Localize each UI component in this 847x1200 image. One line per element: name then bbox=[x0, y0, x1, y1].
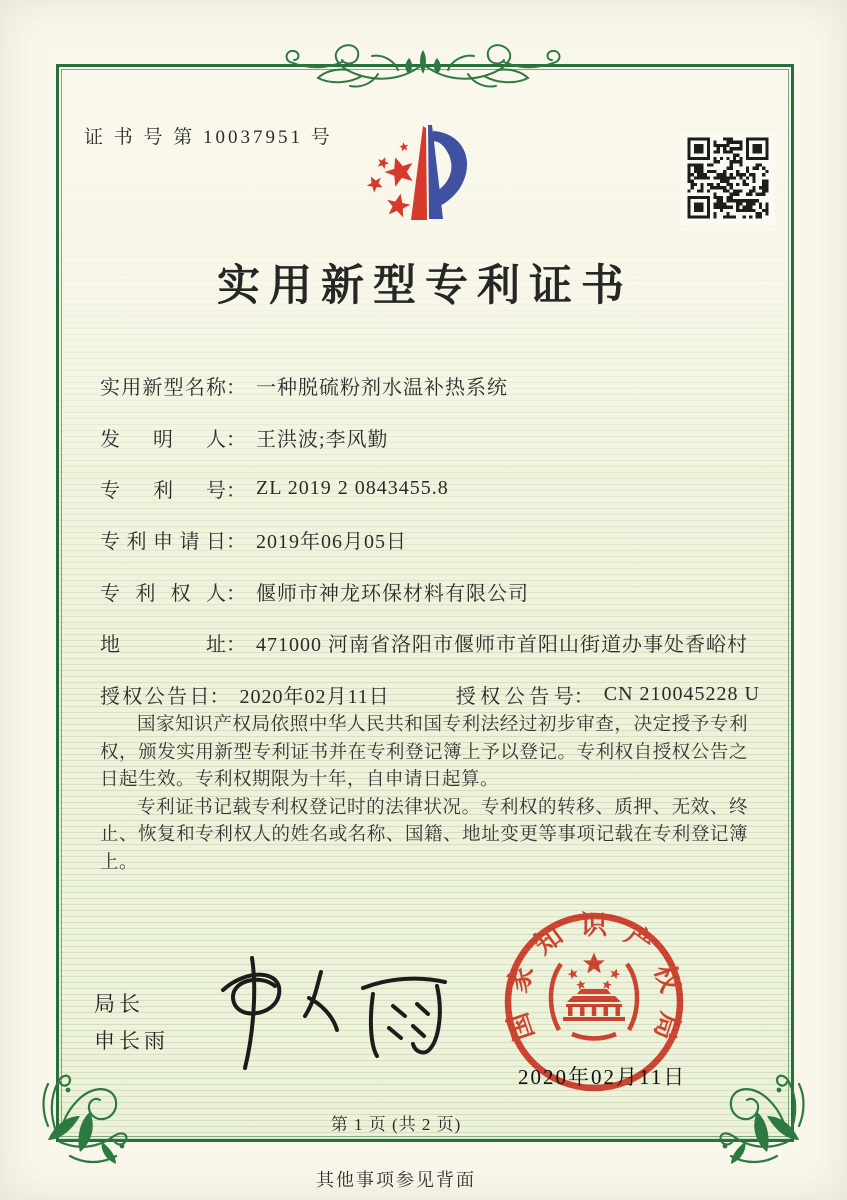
field-row-address bbox=[100, 617, 760, 668]
field-label: 地址 bbox=[100, 634, 226, 657]
legal-paragraph-1: 国家知识产权局依照中华人民共和国专利法经过初步审查，决定授予专利权，颁发实用新型专利证书并在专利登记簿上予以登记。专利权自授权公告之日起生效。专利权期限为十年，自申请日起算。 bbox=[100, 715, 748, 790]
field-colon: ： bbox=[226, 479, 246, 502]
field-colon: ： bbox=[226, 634, 246, 657]
field-row-name bbox=[100, 360, 760, 411]
field-label: 专利号 bbox=[100, 479, 226, 502]
field-list bbox=[100, 360, 760, 720]
legal-text-block bbox=[100, 712, 748, 877]
qr-code bbox=[681, 131, 775, 225]
seal-ring-text: 国家知识产权局 bbox=[502, 909, 686, 1045]
field-value: ZL 2019 2 0843455.8 bbox=[256, 476, 449, 499]
svg-text:国家知识产权局 bbox=[502, 910, 685, 1044]
field-label: 发明人 bbox=[100, 428, 226, 451]
field-colon: ： bbox=[226, 531, 246, 554]
field-row-patentee bbox=[100, 566, 760, 617]
field-value: 471000 河南省洛阳市偃师市首阳山街道办事处香峪村 bbox=[256, 634, 748, 657]
field-label: 专利申请日 bbox=[100, 531, 226, 554]
field-row-inventor bbox=[100, 411, 760, 462]
field-pair-grant-number bbox=[456, 680, 760, 709]
field-value: 一种脱硫粉剂水温补热系统 bbox=[256, 377, 508, 400]
back-side-note: 其他事项参见背面 bbox=[316, 1170, 476, 1190]
certificate-number: 证 书 号 第 10037951 号 bbox=[84, 127, 333, 148]
bottom-right-corner-ornament-icon bbox=[701, 1046, 829, 1182]
page-number: 第 1 页 (共 2 页) bbox=[330, 1115, 462, 1134]
field-value: 2019年06月05日 bbox=[256, 531, 407, 554]
field-value: 偃师市神龙环保材料有限公司 bbox=[256, 582, 529, 605]
field-colon: ： bbox=[209, 685, 230, 708]
top-border-ornament-icon bbox=[278, 36, 568, 92]
field-label: 授权公告日 bbox=[100, 685, 210, 708]
field-value: CN 210045228 U bbox=[603, 682, 760, 705]
bottom-left-corner-ornament-icon bbox=[18, 1046, 146, 1182]
signatory-title: 局长 bbox=[94, 992, 144, 1016]
signatory-name: 申长雨 bbox=[94, 1029, 169, 1053]
field-label: 实用新型名称 bbox=[100, 377, 226, 400]
field-colon: ： bbox=[226, 582, 246, 605]
field-colon: ： bbox=[226, 428, 246, 451]
field-row-patent-number bbox=[100, 463, 760, 514]
certificate-title: 实用新型专利证书 bbox=[217, 263, 633, 310]
field-colon: ： bbox=[573, 685, 594, 708]
field-label: 授权公告号 bbox=[455, 685, 574, 708]
field-value: 王洪波;李风勤 bbox=[256, 428, 389, 451]
grant-date-under-seal: 2020年02月11日 bbox=[518, 1065, 687, 1089]
cnipa-logo-icon bbox=[356, 116, 492, 228]
field-colon: ： bbox=[226, 377, 246, 400]
handwritten-signature-icon bbox=[205, 950, 455, 1078]
field-value: 2020年02月11日 bbox=[239, 685, 390, 708]
field-label: 专利权人 bbox=[100, 582, 226, 605]
field-row-filing-date bbox=[100, 514, 760, 565]
legal-paragraph-2: 专利证书记载专利权登记时的法律状况。专利权的转移、质押、无效、终止、恢复和专利权人的姓名或名称、国籍、地址变更等事项记载在专利登记簿上。 bbox=[100, 797, 748, 873]
